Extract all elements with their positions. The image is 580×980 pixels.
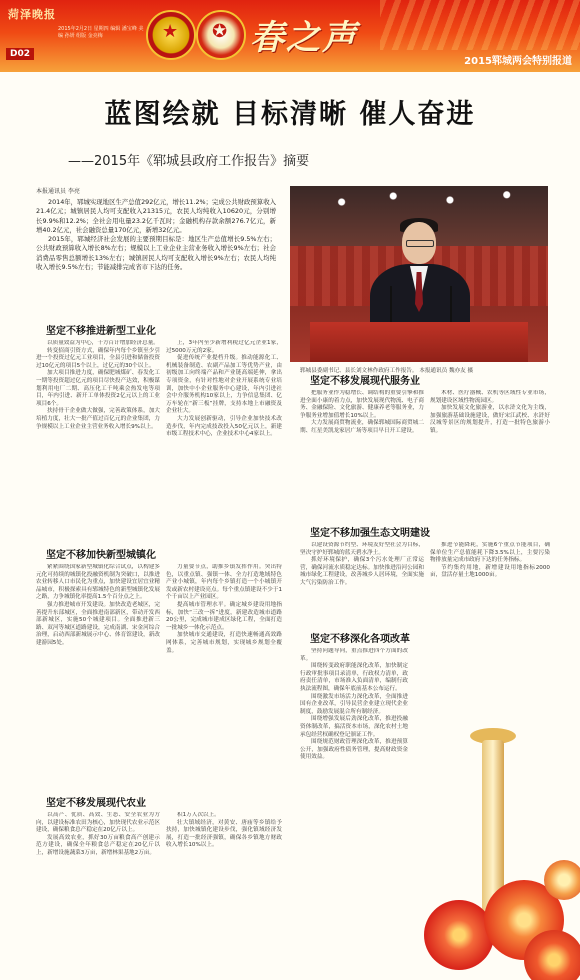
paragraph: 上，3年内至少新增利税过亿元企业1家，过5000万元的2家。 bbox=[166, 340, 282, 354]
cppcc-emblem-icon: ✪ bbox=[196, 10, 246, 60]
paragraph: 积1万人次以上。 bbox=[177, 812, 220, 818]
newspaper-logo: 菏泽晚报 bbox=[8, 8, 56, 21]
section-body-ecology-col1 bbox=[300, 542, 424, 618]
section-title-reform: 坚定不移深化各项改革 bbox=[310, 634, 410, 645]
masthead-ribbon bbox=[380, 0, 580, 50]
decorative-peony-pillar-art bbox=[414, 700, 580, 980]
byline: 本报通讯员 李亮 bbox=[36, 188, 80, 195]
section-body-urbanization-col2 bbox=[166, 564, 282, 754]
paragraph: 节约集约用地，新增建设用地指标2000亩，盘活存量土地1000亩。 bbox=[430, 564, 550, 579]
section-body-agriculture-col1 bbox=[36, 812, 160, 972]
paragraph: 壮大镇域经济，对黄安、唐庙等乡镇给予扶持，加快城镇化建设步伐，强化镇域经济发展，打造一批经济强镇，确保各乡镇地方财政收入增长10%以上。 bbox=[166, 819, 282, 849]
paragraph: 木材、医疗器械、农机等区域性专业市场，规划建设区域性物流园区。 bbox=[430, 390, 550, 404]
section-title-services: 坚定不移发展现代服务业 bbox=[310, 376, 420, 387]
lead-paragraph: 2015年，郓城经济社会发展的主要预期目标是：地区生产总值增长9.5%左右；公共财政预算收入增长8%左右；规模以上工业企业主营业务收入增长9%左右；社会消费品零售总额增长13%左右；城镇居民人均可支配收入增长9%左右；农民人均纯收入增长9.5%左右；节能减排完成省市下达的任务。 bbox=[36, 235, 276, 272]
headline: 蓝图绘就 目标清晰 催人奋进 bbox=[104, 99, 476, 130]
section-body-industry-col1 bbox=[36, 340, 160, 518]
page-number: D02 bbox=[6, 48, 34, 60]
paragraph: 以建设资源节约型、环境友好型社会为目标，坚决守护好郓城的蓝天碧水净土。 bbox=[300, 542, 424, 556]
section-body-urbanization-col1 bbox=[36, 564, 160, 754]
photo-caption: 郓城县委副书记、县长刘文林作政府工作报告。 本报通讯员 魏亦友 摄 bbox=[300, 368, 474, 374]
subtitle: ——2015年《郓城县政府工作报告》摘要 bbox=[68, 154, 310, 169]
section-body-services-col1 bbox=[300, 390, 424, 508]
paragraph: 坚持问题导向，重点推进四个方面的改革。 bbox=[300, 648, 408, 662]
paragraph: 转变招商引资方式，确保年内每个乡镇至少引进一个投资过亿元工业项目，全县引进和储备投资过10亿元的项目5个以上，过亿元的30个以上。 bbox=[36, 347, 160, 369]
special-report-label: 2015郓城两会特别报道 bbox=[464, 56, 572, 67]
news-photo bbox=[290, 186, 548, 362]
section-title-urbanization: 坚定不移加快新型城镇化 bbox=[46, 550, 156, 561]
section-title-ecology: 坚定不移加强生态文明建设 bbox=[310, 528, 430, 539]
paragraph: 发展高效农业，抓好30万亩粮食高产创建示范方建设，确保全年粮食总产稳定在20亿斤以上，新增设施蔬菜3万亩，新增林果基地2万亩。 bbox=[36, 834, 160, 856]
section-body-agriculture-col2 bbox=[166, 812, 282, 972]
paragraph: 强力推进城市开发建设。加快改造老城区，完善提升东部城区，全面推进南部新区，带动开发西部新城区，实施50个城建项目。全面推进新三路、双河等城区道路建设，完成南湖、宋金河综合治理，启动西部新城展示中心、体育馆建设，新改建游园5处。 bbox=[36, 601, 160, 646]
paragraph: 紧紧围绕国家新型城镇化综合试点，以构建多元化可持续的城镇化投融资机制为突破口，以推进农业转移人口市民化为重点，加快建设宜居宜业精品城市，积极探索具有郓城特色的新型城镇化发展之路，力争城镇化率提高1.5个百分点之上。 bbox=[36, 564, 160, 601]
section-body-ecology-col2 bbox=[430, 542, 550, 618]
paragraph: 加快发展文化旅游业，以水浒文化为主线，加强旅游基础设施建设，做好宋江武校、水浒好汉城等景区的规划提升，打造一批特色旅游小镇。 bbox=[430, 405, 550, 434]
peony-icon bbox=[544, 860, 580, 900]
speaker-glasses bbox=[406, 240, 434, 247]
section-title-agriculture: 坚定不移发展现代农业 bbox=[46, 798, 146, 809]
section-body-industry-col2 bbox=[166, 340, 282, 518]
paragraph: 围绕规范财政管理深化改革，推进预算公开，加强政府性债务管理，提高财政资金使用效益。 bbox=[300, 739, 408, 761]
national-emblem-icon: ★ bbox=[146, 10, 196, 60]
paragraph: 加大项目推进力度，确保肥城煤矿、春发化工一期等投资超过亿元的项目尽快投产达效，积极谋划利用电厂二期、高压化工千吨乘会热发电等项目，年内引进、新开工单体投资2亿元以上的工业项目6个。 bbox=[36, 370, 160, 407]
podium bbox=[310, 322, 528, 362]
peony-icon bbox=[424, 900, 494, 970]
section-body-reform bbox=[300, 648, 408, 974]
masthead bbox=[0, 0, 580, 72]
lead-paragraph: 2014年，郓城实现地区生产总值292亿元，增长11.2%；完成公共财政预算收入21.4亿元；城镇居民人均可支配收入21315元，农民人均纯收入10620元，分别增长9.9%和12.2%；全社会用电量23.2亿千瓦时；金融机构存款余额276.7亿元，新增40.2亿元，社会融资总量170亿元，新增32亿元。 bbox=[36, 198, 276, 234]
paragraph: 以高产、优质、高效、生态、安全农业为方向，以建设标准农田为核心，加快现代农业示范区建设，确保粮食总产稳定在20亿斤以上。 bbox=[36, 812, 160, 834]
paragraph: 抓好环境保护，确保3个污水处理厂正常运营，确保河流水质稳定达标。加快推进沿河公园和城市绿化工程建设，改善城乡人居环境，全面实施大气污染防治工作。 bbox=[300, 557, 424, 586]
issue-meta: 2015年2月2日 星期四 编辑 潘宝峰 美编 孙妍 组版 金亮梅 bbox=[58, 26, 144, 39]
paragraph: 推进节能降耗，实施6个重点节能项目，确保单位生产总值能耗下降3.5%以上，主要污染物排放量完成市政府下达的任务指标。 bbox=[430, 542, 550, 564]
paragraph: 提高城市管理水平。确定城乡建设用地指标，加快“三改一拆”进度，新建改造城市道路20公里，完成城市建成区绿化工程，全面打造一批城乡一体化示范点。 bbox=[166, 601, 282, 631]
paragraph: 围绕转变政府职能深化改革，加快制定行政审批事项目录清单，行政权力清单，政府责任清单，市场准入负面清单，编制行政执法流程图，确保年底前基本公布运行。 bbox=[300, 663, 408, 692]
lead-paragraphs bbox=[36, 198, 276, 272]
paragraph: 促进传统产业提档升级。推动能源化工、机械装备制造、农副产品加工等优势产业，由初级加工向终端产品和产业链高端延伸，拿出专项资金，有针对性地对企业开展系统专业培训，加快中小企业服务中心建设，年内引进社会中介服务机构10家以上，力争信息集团、亿万车轮在“新三板”挂牌，支持本地上市融资及企业壮大。 bbox=[166, 355, 282, 415]
section-title-industry: 坚定不移推进新型工业化 bbox=[46, 326, 156, 337]
paragraph: 大力发展商贸物流业，确保郓城国际商贸城二期、红星美凯龙家居广场等项目早日开工建设。 bbox=[300, 420, 424, 434]
paragraph: 力量要节点，助推乡镇发挥作用。突出特色，以重点镇、强镇一体、全力打造地域特色产业小城镇，年内每个乡镇打造一个小城镇开发或新农村建设亮点。每个重点镇建设不少于1个千亩以上产业园区。 bbox=[166, 564, 282, 601]
paragraph: 加快城市交通建设，打造快速畅通高效路网体系，完善城市规划，实现城乡规划全覆盖。 bbox=[166, 632, 282, 654]
section-body-services-col2 bbox=[430, 390, 550, 508]
paragraph: 扶持骨干企业做大做强，完善政策体系，加大培植力度，壮大一批产值过百亿元的企业集团，力争规模以上工业企业主营业务收入增长9%以上。 bbox=[36, 408, 160, 430]
paragraph: 围绕激发市场活力深化改革，全面推进国有企业改革，引导民营企业建立现代企业制度，鼓励发展混合所有制经济。 bbox=[300, 693, 408, 715]
column-title: 春之声 bbox=[250, 18, 358, 58]
peony-icon bbox=[524, 930, 580, 980]
paragraph: 把服务业作为稳增长、调结构的重要引擎和推进全面小康的着力点，加快发展现代物流、电子商务、金融保险、文化旅游、健康养老等服务业，力争服务业增加值增长10%以上。 bbox=[300, 390, 424, 419]
paragraph: 围绕增强发展后劲深化改革，推进投融资体制改革，搞活资本市场，深化农村土地承包经营权确权登记颁证工作。 bbox=[300, 716, 408, 738]
paragraph: 大力发展创新驱动，引导企业加快技术改造步伐，年内完成技改投入50亿元以上，新建市级工程技术中心，企业技术中心4家以上。 bbox=[166, 415, 282, 438]
paragraph: 以质量效益为中心，千方百计增加经济总量。 bbox=[47, 340, 159, 346]
